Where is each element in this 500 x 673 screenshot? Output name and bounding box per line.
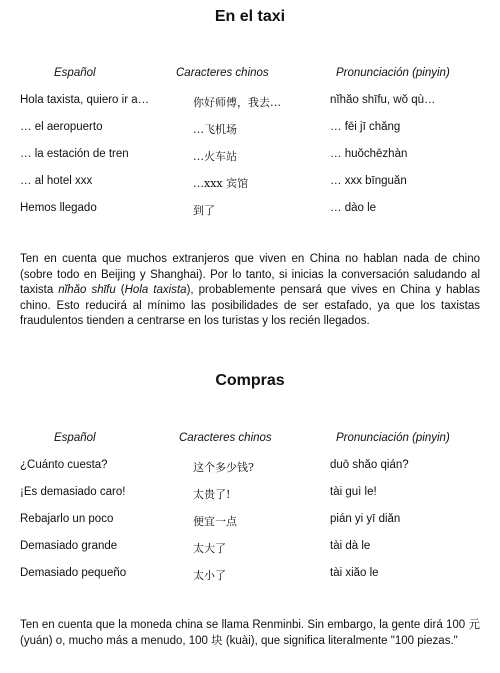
cell-spanish: … al hotel xxx [20,175,93,187]
cell-spanish: Rebajarlo un poco [20,513,114,525]
table-row [0,540,500,558]
column-header-pinyin: Pronunciación (pinyin) [336,67,450,79]
cell-pinyin: tài dà le [330,540,371,552]
cell-pinyin: nĭhăo shīfu, wŏ qù… [330,94,436,106]
table-row [0,486,500,504]
cell-pinyin: … huŏchēzhàn [330,148,408,160]
cell-chinese: 太小了 [193,569,226,582]
taxi-note-text-1: Ten en cuenta que muchos extranjeros que viven en China no hablan nada de chino (sobre todo en Beijing y Shanghai). Por lo tanto, si inicias la conversación saludando al taxista [20,253,480,296]
cell-chinese: 太大了 [193,542,226,555]
column-header-chinese: Caracteres chinos [179,432,272,444]
table-row [0,148,500,166]
table-row [0,459,500,477]
table-row [0,513,500,531]
table-row [0,202,500,220]
taxi-note-text-3: ), probablemente pensará que vives en China y hablas chino. Esto reducirá al mínimo las posibilidades de ser estafado, ya que los taxistas fraudulentos tienden a centrarse en los turistas y los recién llegados. [20,284,481,327]
section-title-compras: Compras [215,372,285,389]
taxi-note-text-2: ( [115,284,125,296]
cell-pinyin: … fēi jī chăng [330,121,401,133]
cell-chinese: …火车站 [193,150,237,163]
column-header-chinese: Caracteres chinos [176,67,269,79]
cell-spanish: Hola taxista, quiero ir a… [20,94,150,106]
cell-spanish: Hemos llegado [20,202,97,214]
table-header-compras [0,432,500,450]
cell-pinyin: … dào le [330,202,377,214]
table-header-taxi [0,67,500,85]
cell-spanish: ¡Es demasiado caro! [20,486,126,498]
column-header-pinyin: Pronunciación (pinyin) [336,432,450,444]
column-header-spanish: Español [54,432,96,444]
cell-pinyin: … xxx bīnguăn [330,175,407,187]
cell-chinese: 这个多少钱? [193,461,254,474]
cell-chinese: 太贵了! [193,488,231,501]
taxi-note-italic-pinyin: nĭhăo shīfu [58,284,116,296]
cell-chinese: …xxx 宾馆 [193,177,249,190]
cell-pinyin: duō shăo qián? [330,459,409,471]
cell-chinese: …飞机场 [193,123,237,136]
cell-pinyin: pián yi yī diăn [330,513,401,525]
table-row [0,94,500,112]
cell-spanish: Demasiado grande [20,540,118,552]
compras-note-paragraph: Ten en cuenta que la moneda china se llama Renminbi. Sin embargo, la gente dirá 100 元 (yuán) o, mucho más a menudo, 100 块 (kuài), que significa literalmente "100 piezas." [20,619,480,647]
cell-spanish: … el aeropuerto [20,121,103,133]
cell-chinese: 你好师傅，我去… [193,96,281,109]
taxi-note-paragraph [20,252,480,330]
taxi-note-italic-spanish: Hola taxista [124,284,187,296]
cell-pinyin: tài xiăo le [330,567,379,579]
cell-spanish: ¿Cuánto cuesta? [20,459,108,471]
column-header-spanish: Español [54,67,96,79]
section-title-taxi: En el taxi [214,8,286,25]
cell-spanish: … la estación de tren [20,148,129,160]
table-row [0,567,500,585]
cell-chinese: 便宜一点 [193,515,237,528]
table-row [0,175,500,193]
table-row [0,121,500,139]
cell-chinese: 到了 [193,204,215,217]
cell-spanish: Demasiado pequeño [20,567,127,579]
cell-pinyin: tài guì le! [330,486,377,498]
